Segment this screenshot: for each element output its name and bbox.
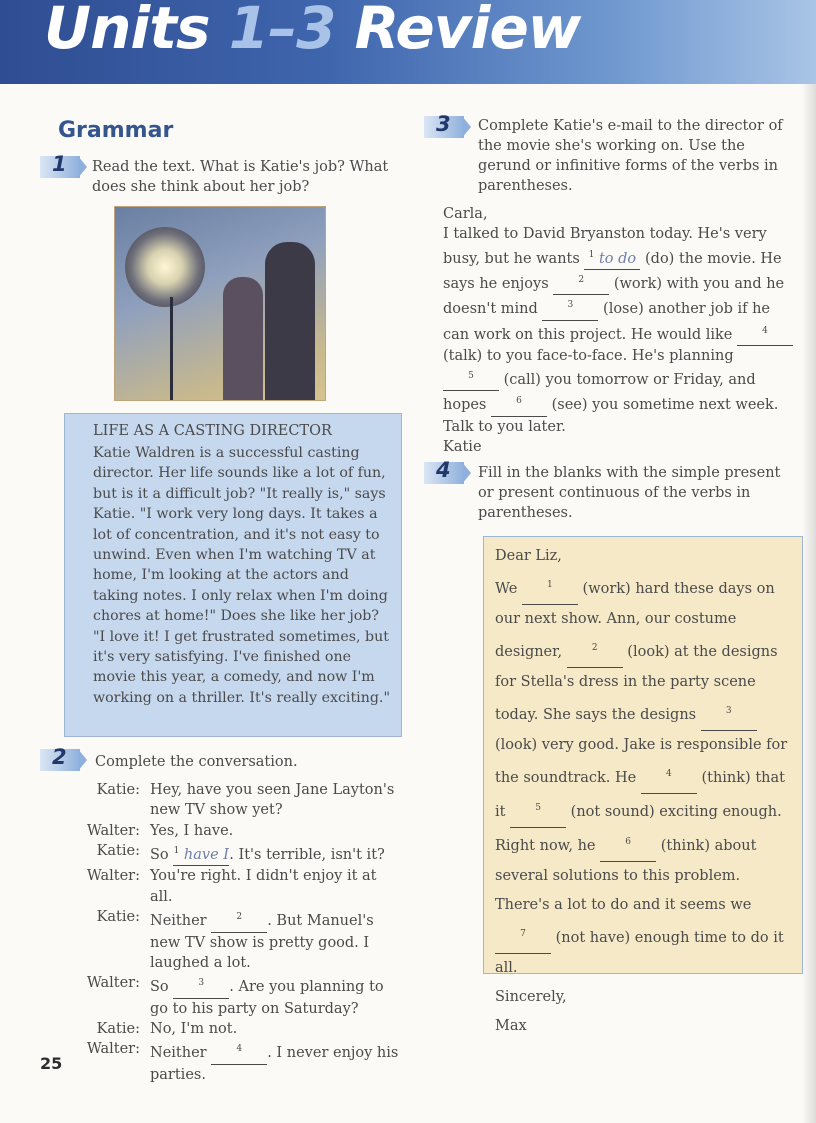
answer-blank[interactable]: 4 bbox=[641, 760, 697, 794]
exercise-number-badge: 3 bbox=[424, 113, 470, 141]
exercise-1-instruction: Read the text. What is Katie's job? What does she think about her job? bbox=[92, 159, 389, 195]
exercise-number-badge: 2 bbox=[40, 746, 86, 774]
letter-signature: Max bbox=[495, 1018, 527, 1035]
letter-body: We $^1$ (work) hard these days on our next show. Ann, our costume designer, $^2$ (look) at the designs for Stella's dress in the party scene today. She says the designs $^3$ (look) very good. Jake is responsible for the soundtrack. He $^4$ (think) that it $^5$ (not sound) exciting enough. Right now, he $^6$ (think) about several solutions to this problem. There's a lot to do and it seems we $^7$ (not have) enough time to do it all. bbox=[495, 571, 795, 983]
email-greeting: Carla, bbox=[443, 206, 488, 222]
answer-blank[interactable]: 5 bbox=[510, 794, 566, 828]
exercise-4-instruction: Fill in the blanks with the simple present or present continuous of the verbs in parentheses. bbox=[478, 465, 781, 521]
answer-blank[interactable]: 7 bbox=[495, 920, 551, 954]
reading-title: LIFE AS A CASTING DIRECTOR bbox=[93, 423, 332, 439]
email-closing: Talk to you later. bbox=[443, 418, 566, 435]
reading-body: Katie Waldren is a successful casting director. Her life sounds like a lot of fun, but is it a difficult job? "It really is," says Katie. "I work very long days. It takes a lot of concentration, and it's not easy to unwind. Even when I'm watching TV at home, I'm looking at the actors and taking notes. I only relax when I'm doing chores at home!" Does she like her job? "I love it! I get frustrated sometimes, but it's very satisfying. I've finished one movie this year, a comedy, and now I'm working on a thriller. It's really exciting." bbox=[93, 445, 390, 706]
exercise-number-badge: 1 bbox=[40, 153, 86, 181]
section-heading: Grammar bbox=[58, 118, 174, 143]
answer-blank[interactable]: $^1$ have I bbox=[173, 841, 229, 866]
answer-blank[interactable]: $^1$ to do bbox=[584, 245, 640, 270]
conversation bbox=[80, 780, 400, 1085]
conversation-line: Katie: Neither $^2$ . But Manuel's new TV show is pretty good. I laughed a lot. bbox=[96, 909, 374, 971]
page-title: Units 1–3 Review bbox=[44, 0, 581, 62]
page-binding-shadow bbox=[802, 84, 816, 1123]
letter-closing: Sincerely, bbox=[495, 989, 567, 1006]
answer-blank[interactable]: 4 bbox=[211, 1039, 267, 1064]
answer-blank[interactable]: 2 bbox=[211, 907, 267, 932]
casting-director-photo bbox=[114, 206, 326, 401]
letter-greeting: Dear Liz, bbox=[495, 548, 562, 564]
reading-text-box bbox=[64, 413, 402, 737]
exercise-3-instruction: Complete Katie's e-mail to the director of the movie she's working on. Use the gerund or infinitive forms of the verbs in parentheses. bbox=[478, 118, 783, 194]
answer-blank[interactable]: 6 bbox=[491, 391, 547, 416]
answer-blank[interactable]: 5 bbox=[443, 366, 499, 391]
answer-blank[interactable]: 2 bbox=[567, 634, 623, 668]
answer-blank[interactable]: 1 bbox=[522, 571, 578, 605]
answer-blank[interactable]: 4 bbox=[737, 321, 793, 346]
email-body: I talked to David Bryanston today. He's very busy, but he wants $^1$ to do (do) the movie. He says he enjoys $^2$ (work) with you and he doesn't mind $^3$ (lose) another job if he can work on this project. He would like $^4$ (talk) to you face-to-face. He's planning $^5$ (call) you tomorrow or Friday, and hopes $^6$ (see) you sometime next week. bbox=[443, 224, 793, 416]
max-letter bbox=[483, 536, 803, 1035]
answer-blank[interactable]: 3 bbox=[701, 697, 757, 731]
conversation-line: Walter: Yes, I have. bbox=[86, 822, 234, 839]
conversation-line: Walter: So $^3$ . Are you planning to go to his party on Saturday? bbox=[86, 975, 384, 1017]
exercise-2-instruction: Complete the conversation. bbox=[95, 754, 298, 770]
conversation-line: Katie: Hey, have you seen Jane Layton's new TV show yet? bbox=[96, 782, 395, 819]
title-banner bbox=[0, 0, 816, 84]
answer-blank[interactable]: 3 bbox=[173, 973, 229, 998]
katie-email bbox=[443, 204, 793, 457]
answer-blank[interactable]: 2 bbox=[553, 270, 609, 295]
answer-blank[interactable]: 3 bbox=[542, 295, 598, 320]
answer-blank[interactable]: 6 bbox=[600, 828, 656, 862]
conversation-line: Katie: So $^1$ have I. It's terrible, isn't it? bbox=[80, 841, 400, 866]
email-signature: Katie bbox=[443, 439, 482, 456]
conversation-line: Walter: Neither $^4$ . I never enjoy his parties. bbox=[86, 1041, 399, 1083]
exercise-number-badge: 4 bbox=[424, 459, 470, 487]
conversation-line: Walter: You're right. I didn't enjoy it at all. bbox=[86, 868, 377, 905]
page-number: 25 bbox=[40, 1054, 63, 1073]
studio-lamp-icon bbox=[125, 227, 205, 307]
conversation-line: Katie: No, I'm not. bbox=[96, 1020, 238, 1037]
